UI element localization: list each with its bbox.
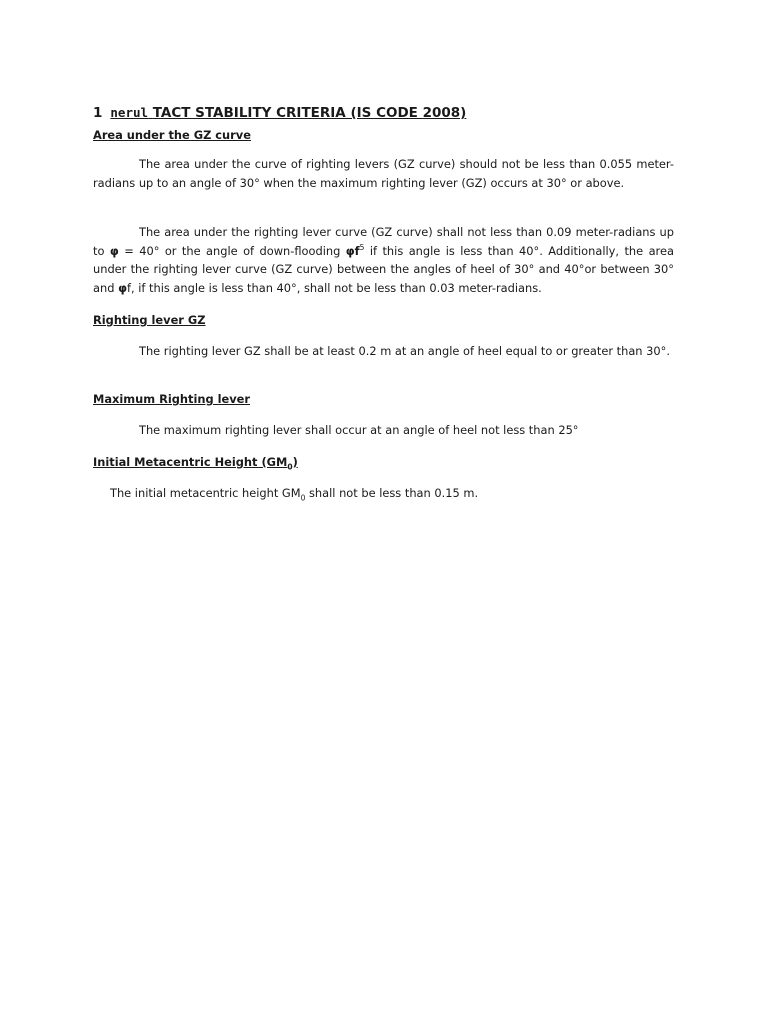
f-symbol: f	[354, 243, 360, 258]
area-p2-part-c: if this angle is less than 40°. Additionally, the area under the righting lever curve (GZ curve) between the angles of heel of 30° and 40°or between 30° and	[93, 243, 674, 295]
area-p2-part-a: The area under the righting lever curve (GZ curve) shall not less than 0.09 meter-radians up to	[93, 225, 674, 258]
phi-symbol-2: φ	[345, 243, 355, 258]
heading-number: 1	[93, 105, 103, 121]
section-title-max: Maximum Righting lever	[93, 392, 250, 406]
area-paragraph-2	[93, 223, 674, 297]
gz-paragraph: The righting lever GZ shall be at least 0.2 m at an angle of heel equal to or greater than 30°.	[139, 344, 670, 358]
main-heading	[93, 104, 466, 122]
gm-title-part-a: Initial Metacentric Height (GM	[93, 455, 288, 469]
section-title-gm	[93, 454, 298, 470]
phi-symbol-3: φ	[118, 280, 127, 295]
area-p2-part-b: = 40° or the angle of down-flooding	[118, 243, 346, 258]
gm-paragraph	[93, 484, 478, 503]
gm-p-part-a: The initial metacentric height GM	[110, 486, 301, 500]
area-paragraph-1: The area under the curve of righting levers (GZ curve) should not be less than 0.055 meter-radians up to an angle of 30° when the maximum righting lever (GZ) occurs at 30° or above.	[93, 157, 674, 190]
heading-title	[110, 105, 466, 121]
heading-text: TACT STABILITY CRITERIA (IS CODE 2008)	[152, 105, 467, 121]
area-p2-part-d: f, if this angle is less than 40°, shall not be less than 0.03 meter-radians.	[126, 280, 542, 295]
heading-prefix: nerul	[110, 105, 149, 120]
section-title-area: Area under the GZ curve	[93, 128, 251, 142]
max-paragraph: The maximum righting lever shall occur at an angle of heel not less than 25°	[139, 423, 579, 437]
gm-p-part-b: shall not be less than 0.15 m.	[305, 486, 479, 500]
gm-title-subscript: 0	[287, 462, 293, 472]
gm-p-subscript: 0	[300, 493, 306, 503]
gm-title-part-b: )	[292, 455, 298, 469]
footnote-marker: 5	[359, 242, 365, 252]
phi-symbol-1: φ	[109, 243, 119, 258]
section-title-gz: Righting lever GZ	[93, 313, 206, 327]
